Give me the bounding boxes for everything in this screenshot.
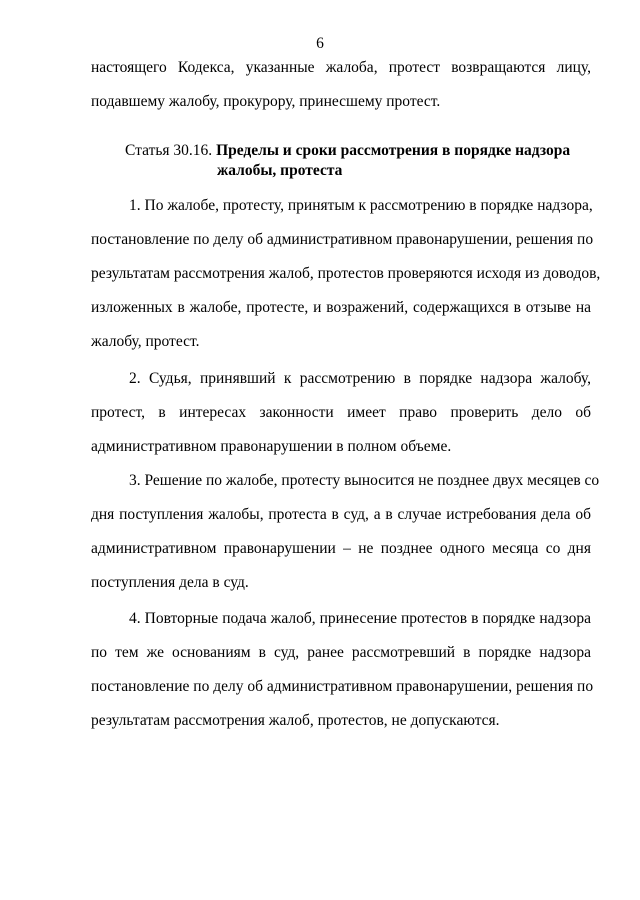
text-line: жалобу, протест. xyxy=(91,333,200,350)
text-line: 2. Судья, принявший к рассмотрению в порядке надзора жалобу, xyxy=(129,370,591,387)
text-line: административном правонарушении – не позднее одного месяца со дня xyxy=(91,540,591,557)
paragraph-1 xyxy=(91,189,601,359)
article-title-line-2: жалобы, протеста xyxy=(217,162,343,179)
text-line: настоящего Кодекса, указанные жалоба, протест возвращаются лицу, xyxy=(91,59,591,76)
article-number: Статья 30.16. xyxy=(125,142,213,159)
article-heading xyxy=(125,141,570,181)
text-line: результатам рассмотрения жалоб, протестов проверяются исходя из доводов, xyxy=(91,265,601,282)
text-line: изложенных в жалобе, протесте, и возражений, содержащихся в отзыве на xyxy=(91,299,591,316)
text-line: постановление по делу об административном правонарушении, решения по xyxy=(91,231,594,248)
text-line: подавшему жалобу, прокурору, принесшему протест. xyxy=(91,93,441,110)
text-line: административном правонарушении в полном объеме. xyxy=(91,438,452,455)
text-line: 4. Повторные подача жалоб, принесение протестов в порядке надзора xyxy=(129,610,591,627)
text-line: дня поступления жалобы, протеста в суд, а в случае истребования дела об xyxy=(91,506,591,523)
text-line: по тем же основаниям в суд, ранее рассмотревший в порядке надзора xyxy=(91,644,591,661)
paragraph-2 xyxy=(91,362,591,464)
text-line: протест, в интересах законности имеет право проверить дело об xyxy=(91,404,591,421)
text-line: поступления дела в суд. xyxy=(91,574,249,591)
paragraph-3 xyxy=(91,464,600,600)
intro-paragraph xyxy=(91,51,591,119)
text-line: 3. Решение по жалобе, протесту выносится не позднее двух месяцев со xyxy=(129,472,600,489)
page-number: 6 xyxy=(316,35,324,52)
text-line: постановление по делу об административном правонарушении, решения по xyxy=(91,678,594,695)
article-title-line-1: Пределы и сроки рассмотрения в порядке надзора xyxy=(216,142,571,159)
text-line: результатам рассмотрения жалоб, протестов, не допускаются. xyxy=(91,712,500,729)
paragraph-4 xyxy=(91,602,594,738)
text-line: 1. По жалобе, протесту, принятым к рассмотрению в порядке надзора, xyxy=(129,197,593,214)
